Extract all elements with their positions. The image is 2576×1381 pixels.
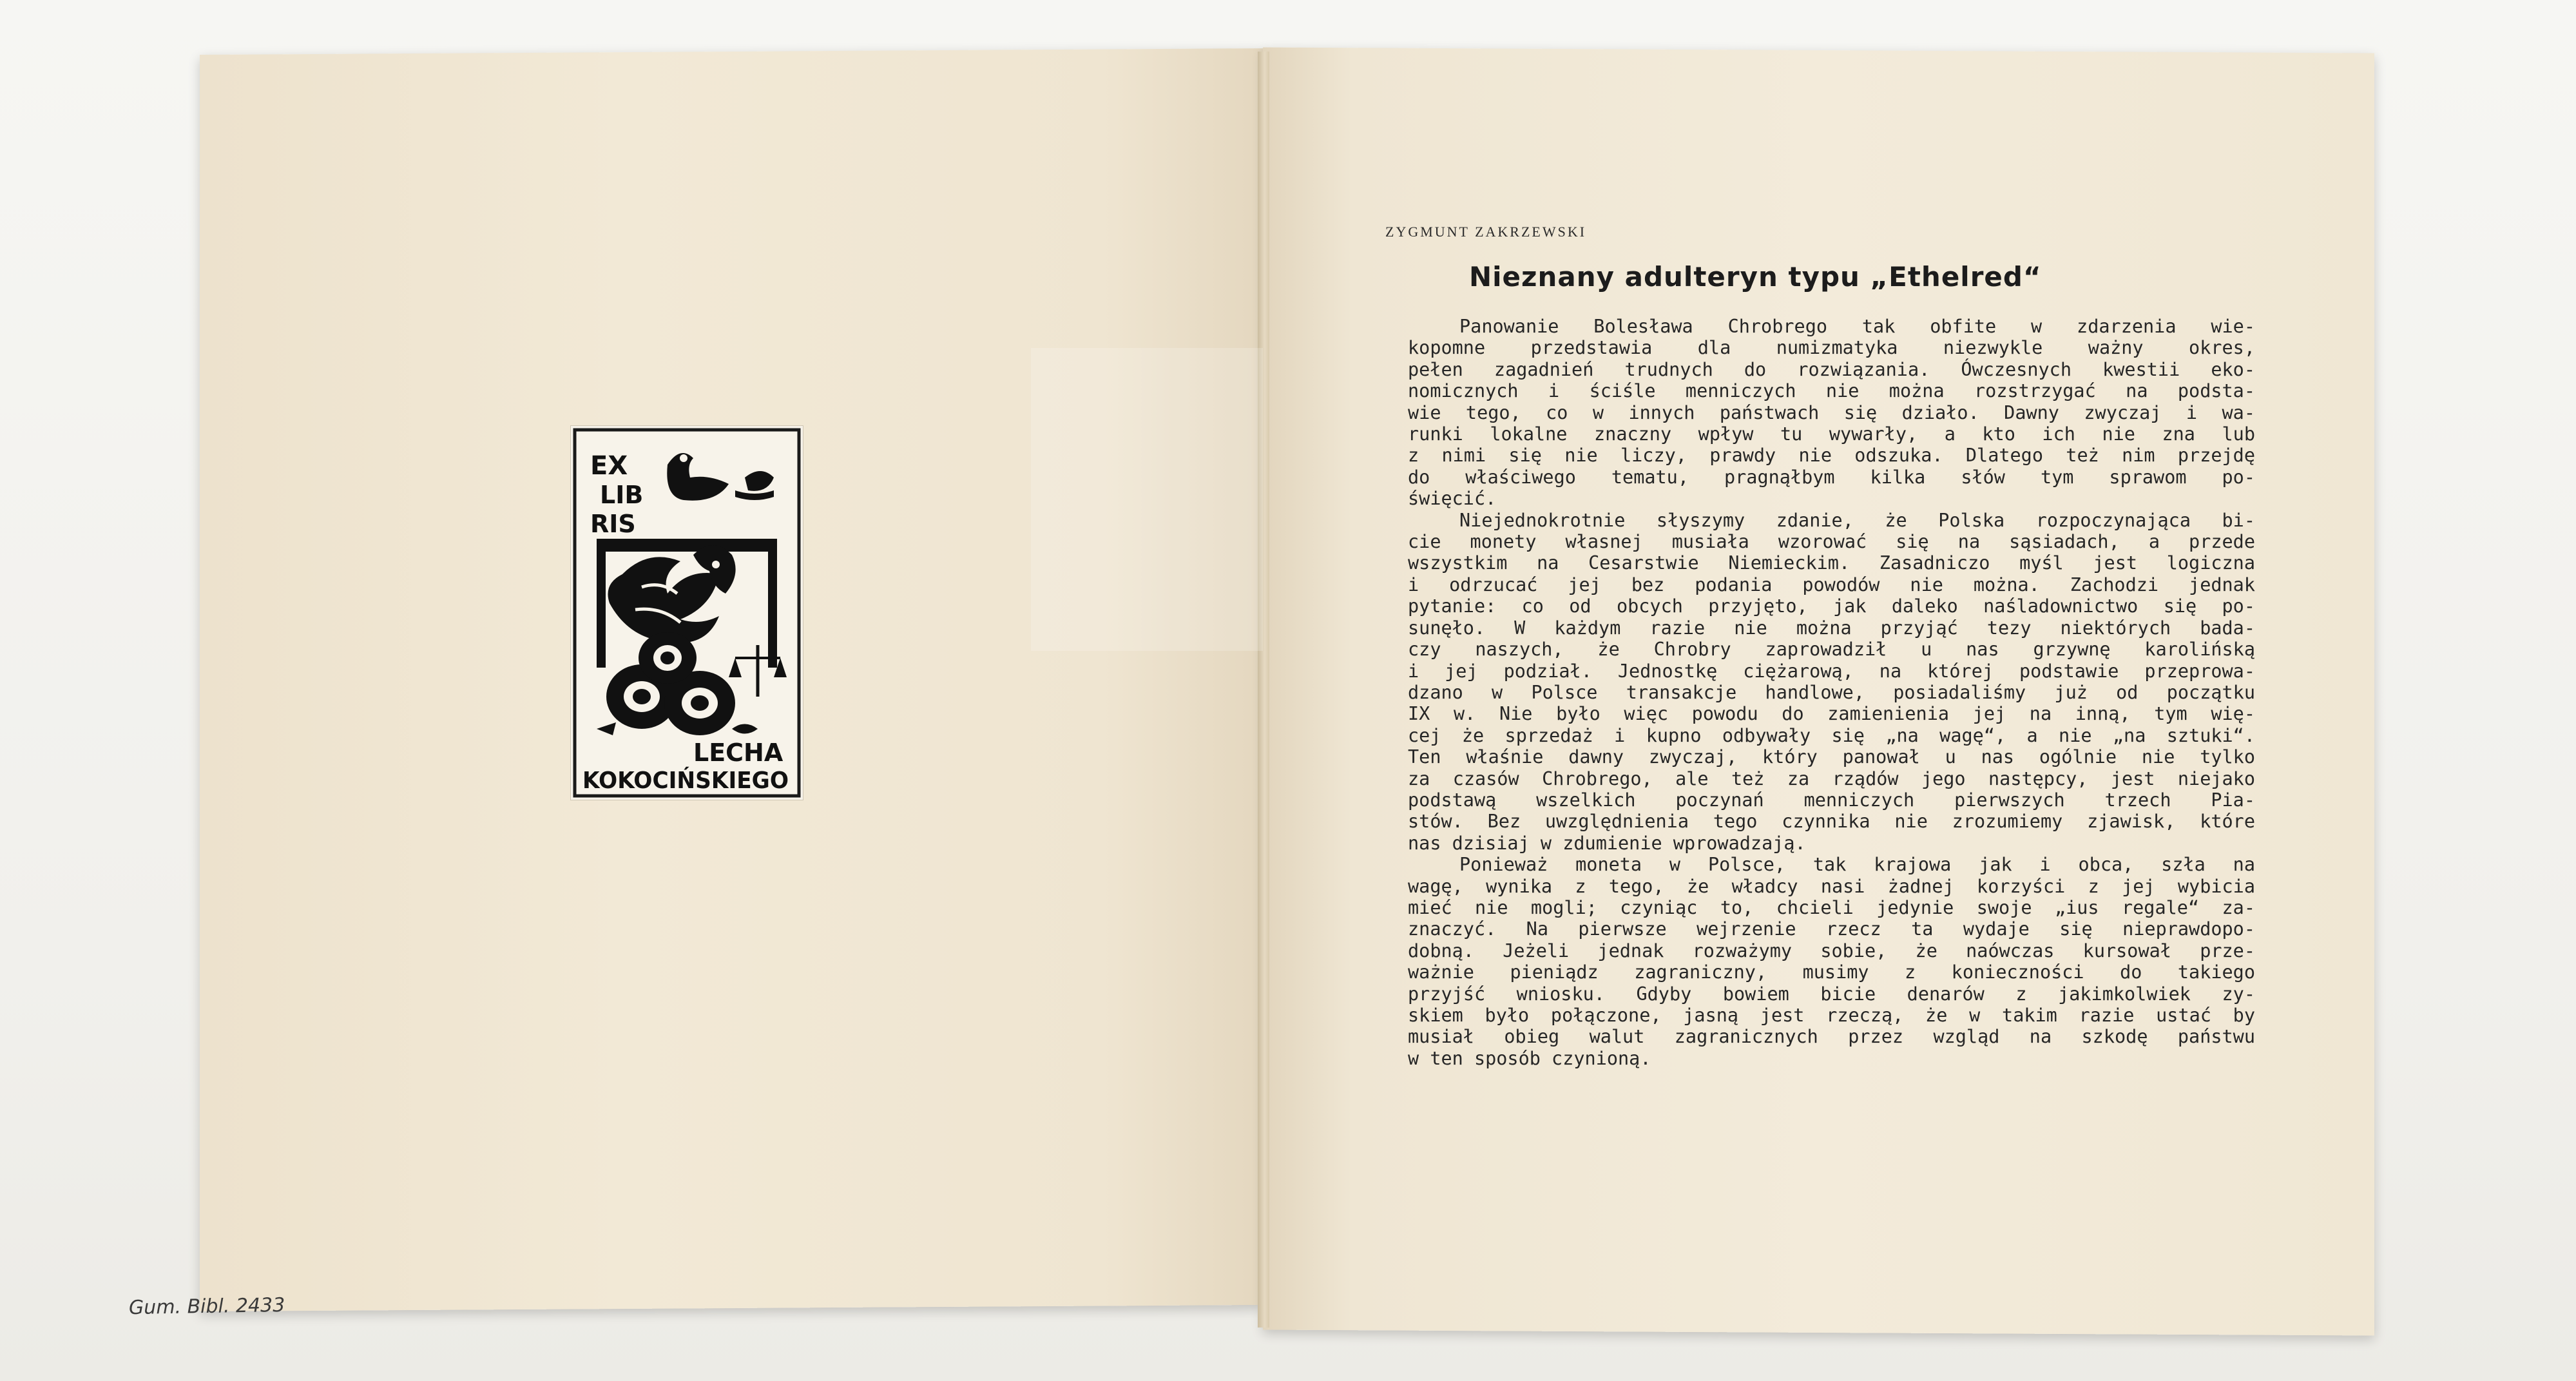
article-text-line: w ten sposób czynioną. bbox=[1408, 1047, 1651, 1069]
article-text-line: czy naszych, że Chrobry zaprowadził u nas grzywnę karolińską bbox=[1408, 639, 2255, 661]
article-text-line: mieć nie mogli; czyniąc to, chcieli jedynie swoje „ius regale“ za- bbox=[1408, 896, 2255, 918]
article-text-line: i odrzucać jej bez podania powodów nie można. Zachodzi jednak bbox=[1408, 574, 2255, 595]
article-text-line: z nimi się nie liczy, prawdy nie odszuka. Dlatego też nim przejdę bbox=[1408, 445, 2255, 467]
article-text-line: wagę, wynika z tego, że władcy nasi żadnej korzyści z jej wybicia bbox=[1408, 875, 2255, 897]
article-text-line: za czasów Chrobrego, ale też za rządów jego następcy, jest niejako bbox=[1408, 768, 2255, 789]
article-text-line: runki lokalne znaczny wpływ tu wywarły, a kto ich nie zna lub bbox=[1408, 423, 2255, 445]
article-text-line: i jej podział. Jednostkę ciężarową, na której podstawie przeprowa- bbox=[1408, 660, 2255, 682]
bookplate-ris-text: RIS bbox=[590, 510, 636, 538]
article-text-line: sunęło. W każdym razie nie można przyjąć tezy niektórych bada- bbox=[1408, 617, 2255, 639]
library-call-number: Gum. Bibl. 2433 bbox=[128, 1293, 285, 1320]
ex-libris-bookplate bbox=[570, 425, 803, 800]
article-text-line: skiem było połączone, jasną jest rzeczą, że w takim razie ustać by bbox=[1408, 1005, 2255, 1026]
article-text-line: Ten właśnie dawny zwyczaj, który panował u nas ogólnie nie tylko bbox=[1408, 746, 2255, 768]
article-text-line: dzano w Polsce transakcje handlowe, posiadaliśmy już od początku bbox=[1408, 681, 2255, 703]
bookplate-name-first: LECHA bbox=[693, 739, 783, 767]
book-spine bbox=[1258, 52, 1269, 1328]
article-text-line: cej że sprzedaż i kupno odbywały się „na wagę“, a nie „na sztuki“. bbox=[1408, 724, 2255, 746]
article-text-line: Ponieważ moneta w Polsce, tak krajowa jak i obca, szła na bbox=[1459, 854, 2255, 876]
bookplate-woodcut-illustration bbox=[571, 426, 803, 800]
article-text-line: pytanie: co od obcych przyjęto, jak daleko naśladownictwo się po- bbox=[1408, 595, 2255, 617]
article-text-line: stów. Bez uwzględnienia tego czynnika nie zrozumiemy zjawisk, które bbox=[1408, 811, 2255, 833]
article-text-line: nomicznych i ściśle menniczych nie można rozstrzygać na podsta- bbox=[1408, 380, 2255, 402]
article-text-line: musiał obieg walut zagranicznych przez wzgląd na szkodę państwu bbox=[1408, 1026, 2255, 1048]
article-text-line: wie tego, co w innych państwach się działo. Dawny zwyczaj i wa- bbox=[1408, 401, 2255, 423]
article-title: Nieznany adulteryn typu „Ethelred“ bbox=[1469, 261, 2042, 293]
article-text-line: podstawą wszelkich poczynań menniczych pierwszych trzech Pia- bbox=[1408, 789, 2255, 811]
article-text-line: ważnie pieniądz zagraniczny, musimy z konieczności do takiego bbox=[1408, 961, 2255, 983]
paper-patch bbox=[1031, 348, 1263, 651]
article-text-line: nas dzisiaj w zdumienie wprowadzają. bbox=[1408, 832, 1806, 854]
article-text-line: pełen zagadnień trudnych do rozwiązania. Ówczesnych kwestii eko- bbox=[1408, 358, 2255, 380]
article-text-line: wszystkim na Cesarstwie Niemieckim. Zasadniczo myśl jest logiczna bbox=[1408, 552, 2255, 574]
article-text-line: IX w. Nie było więc powodu do zamienienia jej na inną, tym wię- bbox=[1408, 703, 2255, 725]
article-text-line: do właściwego tematu, pragnąłbym kilka słów tym sprawom po- bbox=[1408, 466, 2255, 488]
article-body bbox=[1408, 316, 2255, 1069]
article-text-line: dobną. Jeżeli jednak rozważymy sobie, że naówczas kursował prze- bbox=[1408, 940, 2255, 961]
bookplate-lib-text: LIB bbox=[600, 481, 644, 509]
bookplate-ex-text: EX bbox=[590, 451, 628, 481]
article-text-line: kopomne przedstawia dla numizmatyka niezwykle ważny okres, bbox=[1408, 337, 2255, 359]
article-text-line: przyjść wniosku. Gdyby bowiem bicie denarów z jakimkolwiek zy- bbox=[1408, 983, 2255, 1005]
article-author: ZYGMUNT ZAKRZEWSKI bbox=[1385, 224, 1587, 240]
article-text-line: Panowanie Bolesława Chrobrego tak obfite w zdarzenia wie- bbox=[1459, 316, 2255, 337]
article-text-line: cie monety własnej musiała wzorować się na sąsiadach, a przede bbox=[1408, 531, 2255, 553]
article-text-line: święcić. bbox=[1408, 488, 1497, 510]
article-text-line: Niejednokrotnie słyszymy zdanie, że Polska rozpoczynająca bi- bbox=[1459, 509, 2255, 531]
bookplate-name-surname: KOKOCIŃSKIEGO bbox=[582, 768, 799, 794]
article-text-line: znaczyć. Na pierwsze wejrzenie rzecz ta wydaje się nieprawdopo- bbox=[1408, 918, 2255, 940]
